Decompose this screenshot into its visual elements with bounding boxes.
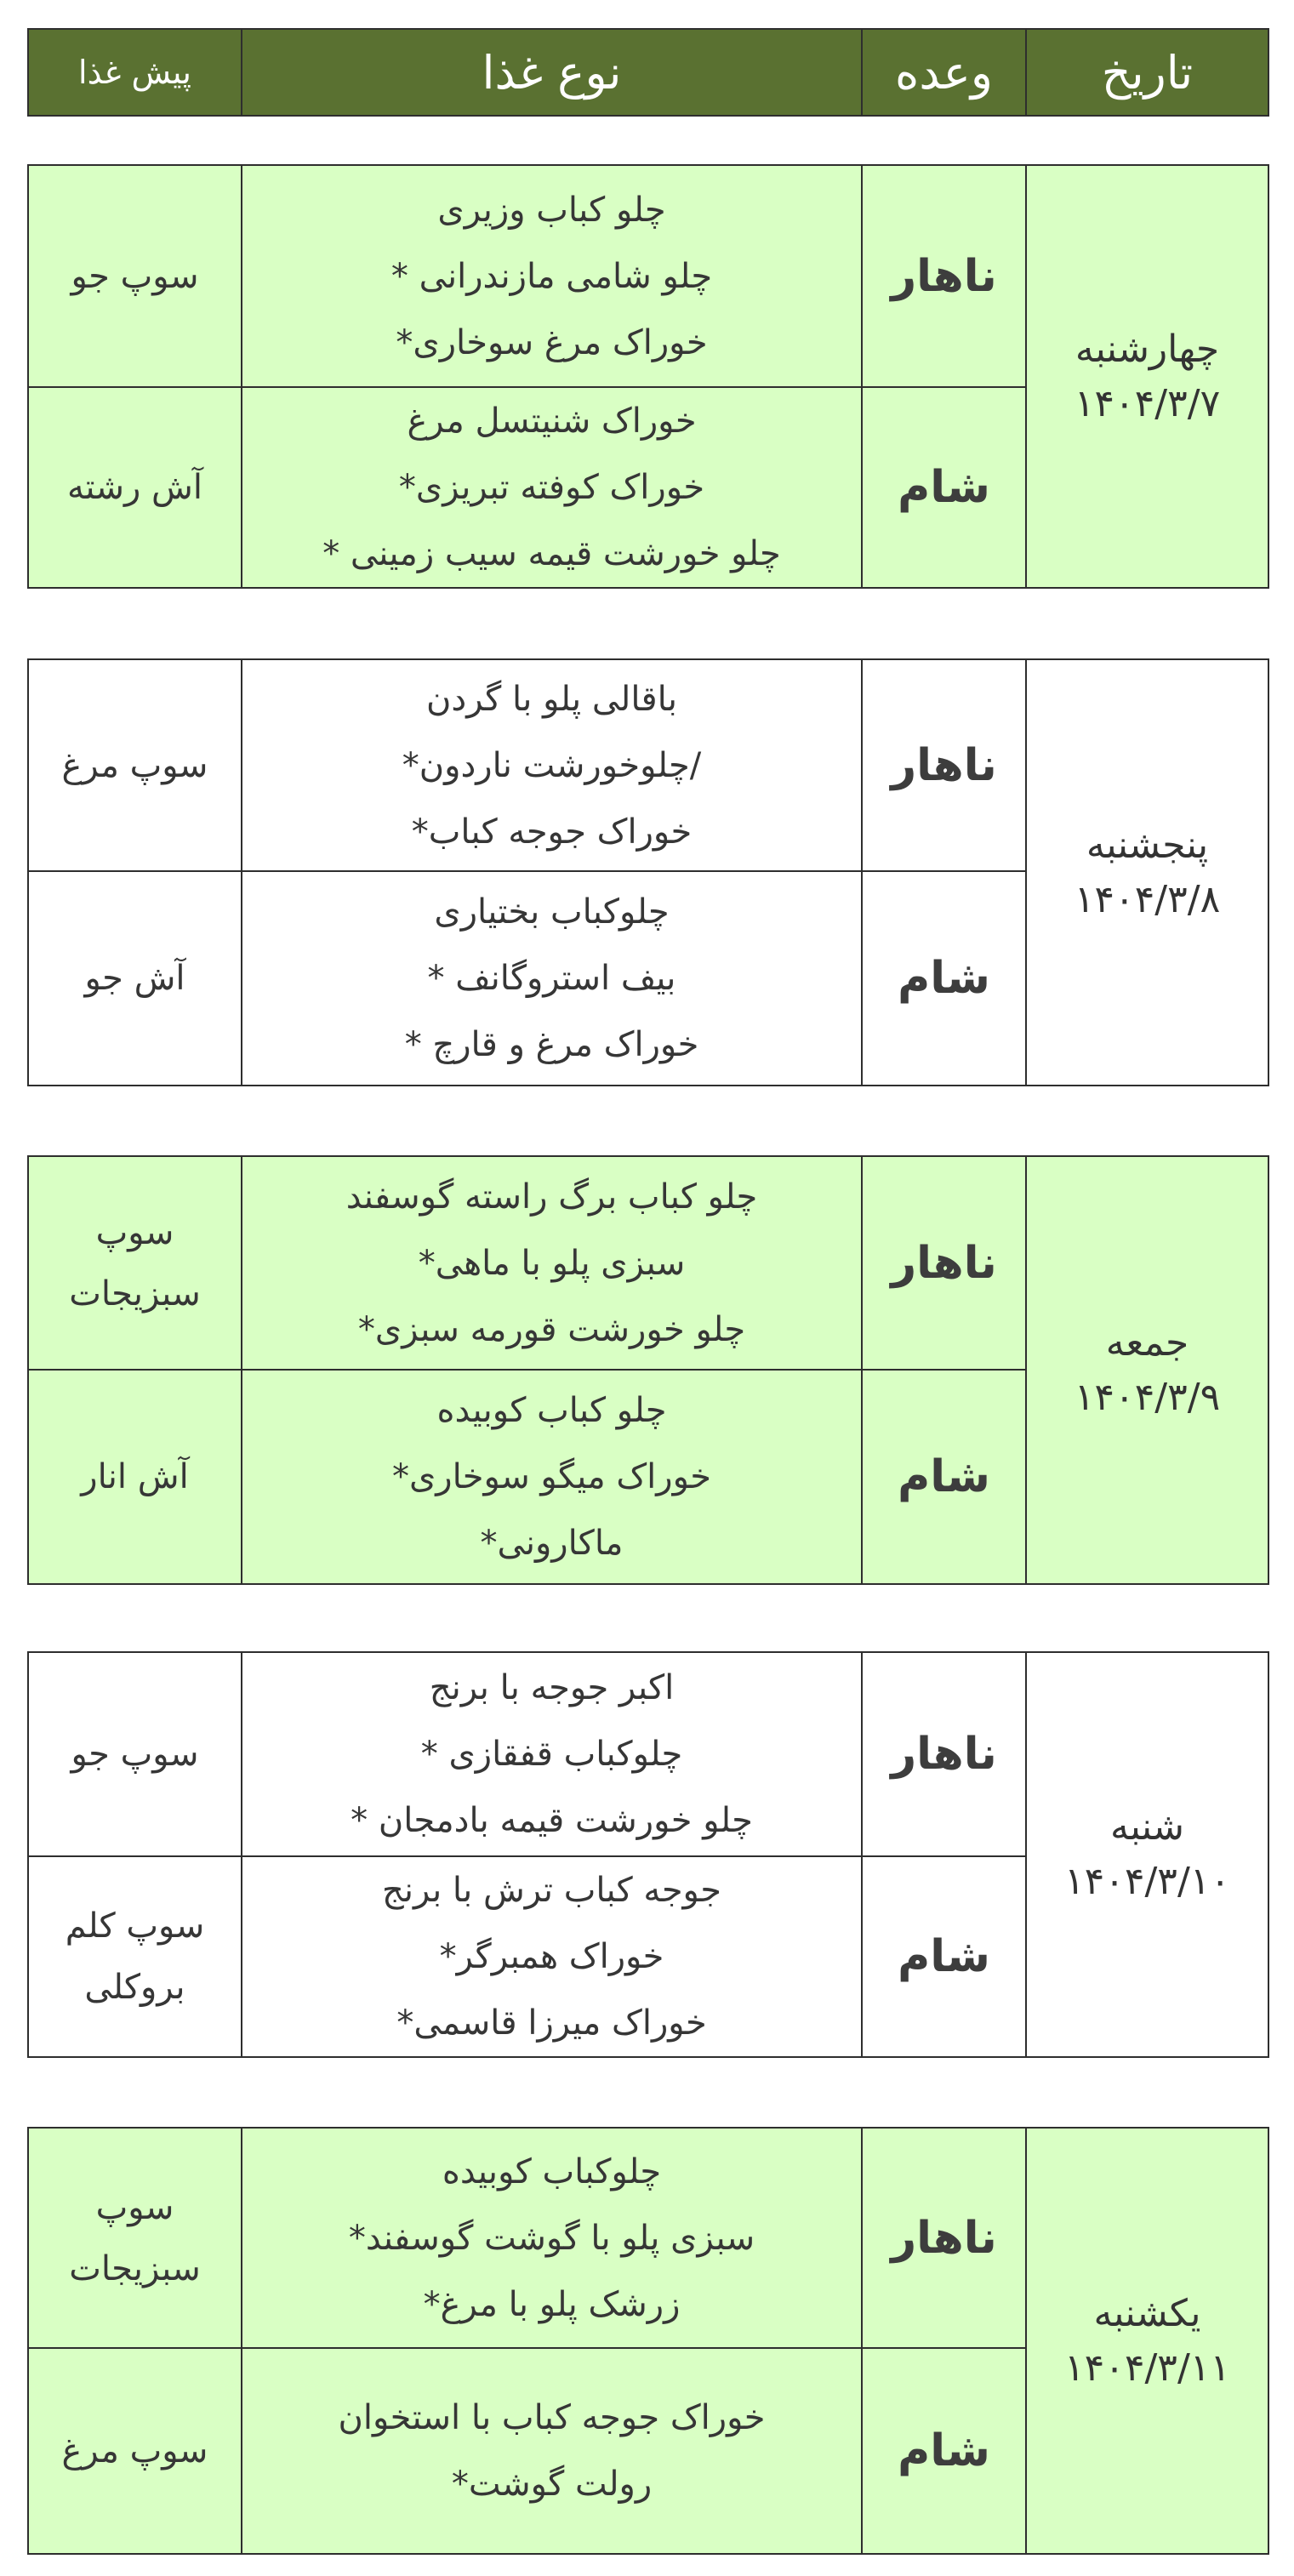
lunch-row [28,1652,1268,1856]
appetizer-text: سوپ مرغ [61,745,208,785]
meal-dinner: شام [862,1856,1026,2057]
appetizer-text: سبزیجات [69,2248,201,2288]
header-row [28,29,1268,116]
appetizer-cell [28,2348,242,2554]
food-item: چلو کباب کوبیده [436,1391,667,1430]
appetizer-cell [28,1652,242,1856]
food-item: خوراک شنیتسل مرغ [407,402,697,441]
food-item: چلوکباب بختیاری [434,892,670,932]
food-item: زرشک پلو با مرغ* [423,2284,681,2324]
food-item: چلوکباب کوبیده [442,2151,662,2191]
food-item: چلوکباب قفقازی * [420,1735,683,1774]
appetizer-text: سوپ مرغ [61,2431,208,2471]
food-list [242,2348,862,2554]
menu-header-table [27,28,1269,117]
food-item: چلو خورشت قیمه سیب زمینی * [322,534,781,573]
meal-dinner: شام [862,871,1026,1086]
appetizer-cell [28,1156,242,1370]
appetizer-cell [28,871,242,1086]
food-item: خوراک مرغ و قارچ * [404,1025,699,1064]
day-name: پنجشنبه [1086,823,1209,867]
appetizer-cell [28,659,242,871]
day-table [27,164,1269,589]
food-list [242,165,862,387]
meal-dinner: شام [862,1370,1026,1584]
header-meal: وعده [862,29,1026,116]
food-list [242,387,862,588]
food-item: بیف استروگانف * [427,959,676,998]
food-list [242,1652,862,1856]
food-item: چلو شامی مازندرانی * [390,256,713,296]
meal-lunch: ناهار [862,165,1026,387]
day-name: جمعه [1105,1320,1189,1365]
appetizer-text: سبزیجات [69,1274,201,1314]
food-item: سبزی پلو با گوشت گوسفند* [348,2218,755,2258]
food-list [242,2128,862,2348]
food-item: خوراک میگو سوخاری* [391,1457,712,1496]
food-item: اکبر جوجه با برنج [429,1668,675,1707]
food-item: ماکارونی* [480,1524,624,1563]
food-item: /چلوخورشت ناردون* [402,745,702,785]
lunch-row [28,165,1268,387]
food-item: باقالی پلو با گردن [426,679,677,719]
appetizer-text: سوپ کلم [65,1906,205,1946]
date-cell [1026,165,1268,588]
food-list [242,871,862,1086]
food-item: خوراک کوفته تبریزی* [398,468,705,507]
day-date: ۱۴۰۴/۳/۷ [1074,381,1221,425]
food-item: چلو خورشت قورمه سبزی* [357,1309,746,1349]
appetizer-cell [28,387,242,588]
meal-lunch: ناهار [862,659,1026,871]
date-cell [1026,1652,1268,2057]
appetizer-text: سوپ [95,1212,174,1252]
appetizer-cell [28,1856,242,2057]
lunch-row [28,1156,1268,1370]
appetizer-text: سوپ [95,2187,174,2227]
day-table [27,2127,1269,2555]
food-item: خوراک جوجه کباب با استخوان [338,2398,766,2437]
food-item: خوراک جوجه کباب* [411,812,693,852]
food-item: جوجه کباب ترش با برنج [382,1871,721,1910]
date-cell [1026,1156,1268,1584]
lunch-row [28,659,1268,871]
food-item: خوراک میرزا قاسمی* [396,2003,707,2043]
meal-lunch: ناهار [862,1156,1026,1370]
lunch-row [28,2128,1268,2348]
date-cell [1026,659,1268,1086]
day-table [27,1155,1269,1585]
day-name: چهارشنبه [1075,327,1220,371]
meal-lunch: ناهار [862,2128,1026,2348]
appetizer-cell [28,1370,242,1584]
appetizer-text: آش رشته [66,468,202,507]
meal-lunch: ناهار [862,1652,1026,1856]
appetizer-cell [28,2128,242,2348]
appetizer-text: سوپ جو [71,1735,199,1774]
food-list [242,1370,862,1584]
day-name: یکشنبه [1093,2291,1201,2335]
meal-dinner: شام [862,387,1026,588]
food-list [242,1156,862,1370]
day-date: ۱۴۰۴/۳/۱۰ [1063,1860,1231,1903]
food-item: رولت گوشت* [451,2465,653,2504]
day-table [27,658,1269,1086]
appetizer-text: بروکلی [84,1968,185,2007]
food-item: خوراک همبرگر* [439,1937,664,1976]
appetizer-cell [28,165,242,387]
header-food-type: نوع غذا [242,29,862,116]
food-item: چلو کباب وزیری [437,190,666,230]
appetizer-text: آش جو [84,959,185,998]
day-date: ۱۴۰۴/۳/۸ [1074,877,1221,921]
food-item: سبزی پلو با ماهی* [418,1243,686,1283]
food-item: چلو خورشت قیمه بادمجان * [351,1801,753,1840]
appetizer-text: آش انار [81,1457,189,1496]
food-item: خوراک مرغ سوخاری* [396,322,708,362]
food-item: چلو کباب برگ راسته گوسفند [345,1177,758,1217]
appetizer-text: سوپ جو [71,256,199,296]
header-appetizer: پیش غذا [28,29,242,116]
food-list [242,659,862,871]
food-list [242,1856,862,2057]
header-date: تاریخ [1026,29,1268,116]
day-date: ۱۴۰۴/۳/۹ [1074,1375,1221,1419]
day-table [27,1651,1269,2058]
day-date: ۱۴۰۴/۳/۱۱ [1063,2345,1231,2390]
meal-dinner: شام [862,2348,1026,2554]
date-cell [1026,2128,1268,2554]
day-name: شنبه [1109,1805,1184,1849]
